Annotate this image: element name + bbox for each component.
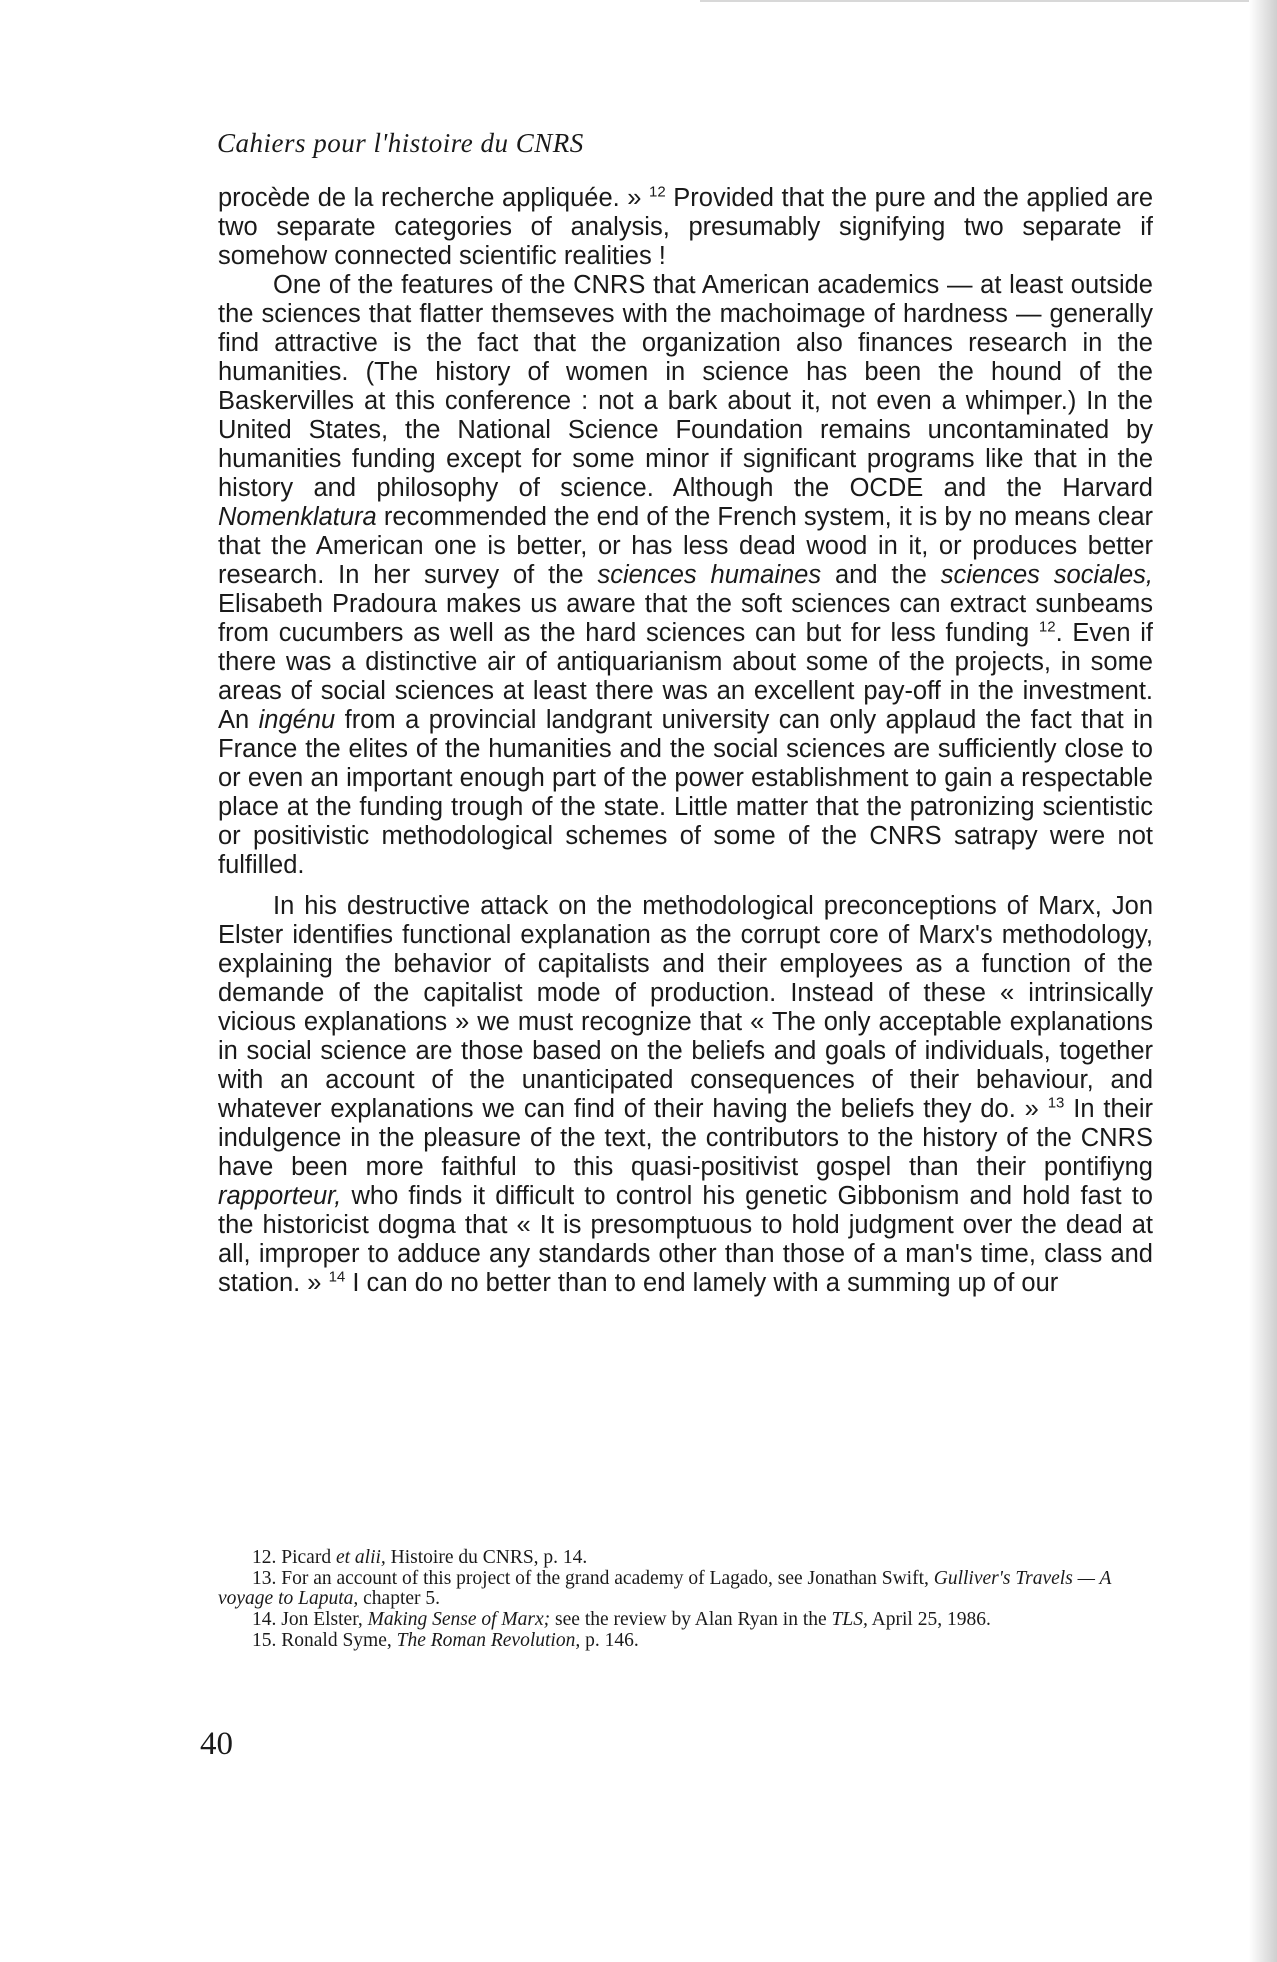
text-run: In their indulgence in the pleasure of the text, the contributors to the history of the CNRS have been more faithful to this quasi-positivist gospel than their pontifiyng — [218, 1095, 1153, 1181]
text-run: 15. Ronald Syme, — [252, 1630, 397, 1651]
page-number: 40 — [200, 1726, 233, 1762]
text-run: Provided that the pure and the applied are two separate categories of analysis, presumably signifying two separate if somehow connected scientific realities ! — [218, 184, 1153, 270]
italic-run: Gulliver's Travels — A voyage to Laputa, — [218, 1568, 1112, 1609]
italic-run: The Roman Revolution, — [396, 1630, 581, 1651]
italic-run: et alii, — [335, 1547, 386, 1568]
paragraph — [218, 184, 1153, 271]
text-run: who finds it difficult to control his genetic Gibbonism and hold fast to the historicist dogma that « It is presomptuous to hold judgment over the dead at all, improper to adduce any standards other than those of a man's time, class and station. » — [218, 1182, 1153, 1297]
text-run: procède de la recherche appliquée. » — [218, 184, 650, 212]
text-run: see the review by Alan Ryan in the — [550, 1609, 832, 1630]
footnote-ref[interactable]: 12 — [1038, 618, 1056, 636]
footnote-ref[interactable]: 14 — [328, 1268, 346, 1286]
italic-run: TLS, — [831, 1609, 868, 1630]
italic-run: Nomenklatura — [218, 503, 377, 531]
text-run: 14. Jon Elster, — [252, 1609, 368, 1630]
scan-top-edge — [700, 0, 1250, 2]
footnote — [218, 1548, 1163, 1568]
paragraph — [218, 271, 1153, 880]
text-run: 12. Picard — [252, 1547, 336, 1568]
text-run: 13. For an account of this project of the grand academy of Lagado, see Jonathan Swift, — [252, 1568, 934, 1589]
text-run: and the — [821, 561, 941, 589]
text-run: April 25, 1986. — [867, 1609, 991, 1630]
italic-run: rapporteur, — [218, 1182, 342, 1210]
footnote — [218, 1610, 1163, 1630]
text-run: Histoire du CNRS, p. 14. — [385, 1547, 588, 1568]
scan-page-edge — [1249, 0, 1277, 1962]
footnote — [218, 1631, 1163, 1651]
italic-run: sciences sociales, — [940, 561, 1154, 589]
text-run: Elisabeth Pradoura makes us aware that the soft sciences can extract sunbeams from cucumbers as well as the hard sciences can but for less funding — [218, 590, 1153, 647]
footnote — [218, 1569, 1163, 1609]
italic-run: sciences humaines — [597, 561, 822, 589]
text-run: recommended the end of the French system, it is by no means clear that the American one is better, or has less dead wood in it, or produces better research. In her survey of the — [218, 503, 1153, 589]
paragraph — [218, 892, 1153, 1298]
italic-run: ingénu — [258, 706, 336, 734]
footnote-ref[interactable]: 13 — [1047, 1094, 1065, 1112]
text-run: from a provincial landgrant university can only applaud the fact that in France the elites of the humanities and the social sciences are sufficiently close to or even an important enough part of the power establishment to gain a respectable place at the funding trough of the state. Little matter that the patronizing scientistic or positivistic methodological schemes of some of the CNRS satrapy were not fulfilled. — [218, 706, 1154, 879]
footnotes — [218, 1548, 1163, 1652]
text-run: One of the features of the CNRS that American academics — at least outside the sciences that flatter themseves with the machoimage of hardness — generally find attractive is the fact that the organization also finances research in the humanities. (The history of women in science has been the hound of the Baskervilles at this conference : not a bark about it, not even a whimper.) In the United States, the National Science Foundation remains uncontaminated by humanities funding except for some minor if significant programs like that in the history and philosophy of science. Although the OCDE and the Harvard — [218, 271, 1153, 502]
text-run: . Even if there was a distinctive air of antiquarianism about some of the projects, in some areas of social sciences at least there was an excellent pay-off in the investment. An — [218, 619, 1153, 734]
footnote-ref[interactable]: 12 — [649, 183, 666, 201]
text-run: I can do no better than to end lamely with a summing up of our — [345, 1269, 1059, 1297]
text-run: In his destructive attack on the methodological preconceptions of Marx, Jon Elster identifies functional explanation as the corrupt core of Marx's methodology, explaining the behavior of capitalists and their employees as a function of the demande of the capitalist mode of production. Instead of these « intrinsically vicious explanations » we must recognize that « The only acceptable explanations in social science are those based on the beliefs and goals of individuals, together with an account of the unanticipated consequences of their behaviour, and whatever explanations we can find of their having the beliefs they do. » — [218, 892, 1153, 1123]
running-head: Cahiers pour l'histoire du CNRS — [217, 128, 584, 158]
text-run: p. 146. — [580, 1630, 639, 1651]
body-text — [218, 184, 1153, 1298]
italic-run: Making Sense of Marx; — [367, 1609, 551, 1630]
text-run: chapter 5. — [358, 1588, 441, 1609]
